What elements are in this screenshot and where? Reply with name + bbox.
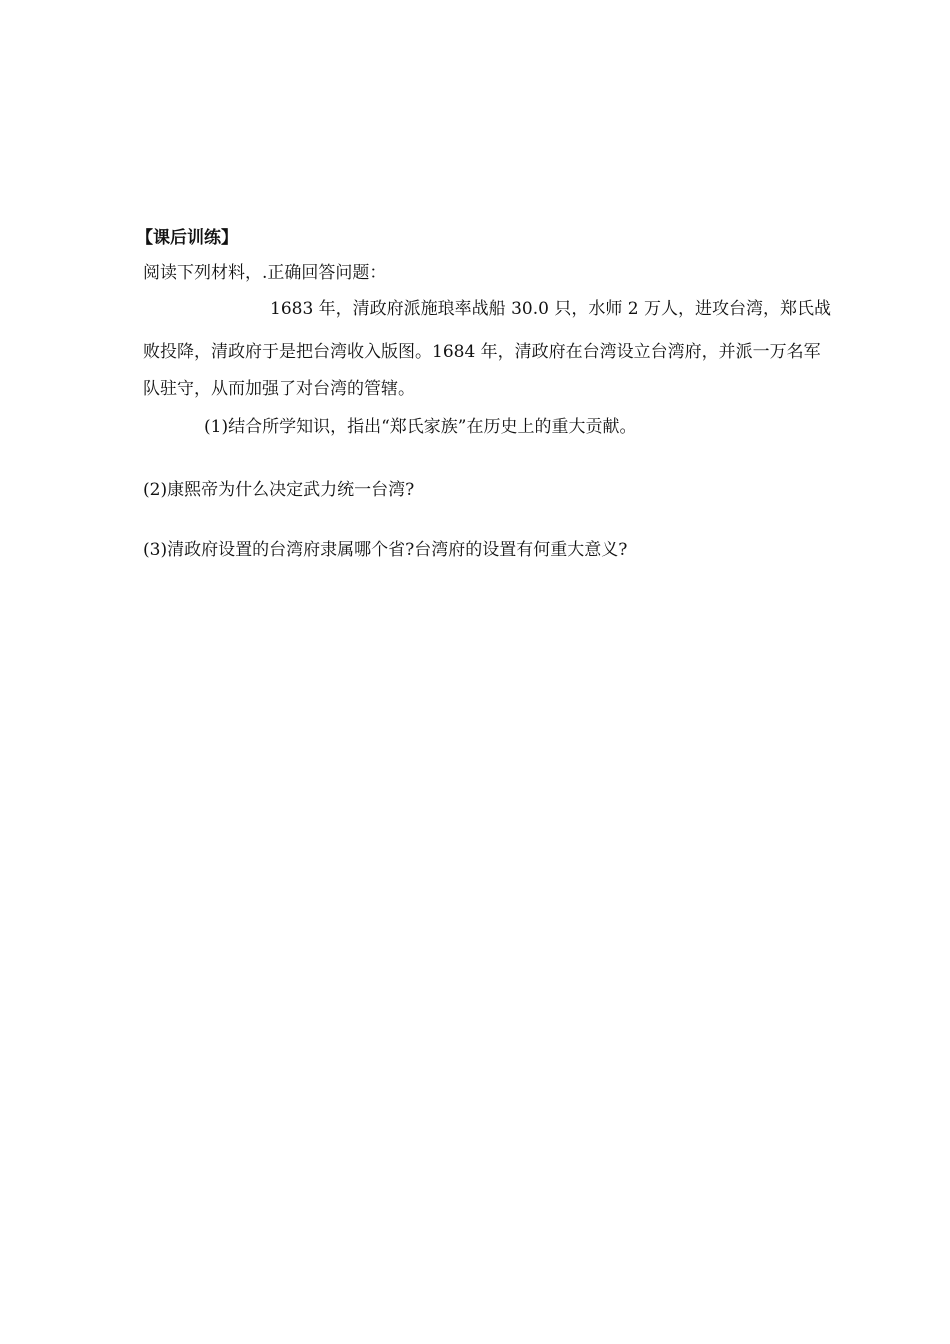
question-3: (3)清政府设置的台湾府隶属哪个省?台湾府的设置有何重大意义? bbox=[143, 540, 628, 560]
material-line-1: 1683 年，清政府派施琅率战船 30.0 只，水师 2 万人，进攻台湾，郑氏战 bbox=[270, 299, 831, 319]
material-line-3: 队驻守，从而加强了对台湾的管辖。 bbox=[143, 379, 415, 399]
section-heading: 【课后训练】 bbox=[136, 228, 238, 248]
question-1: (1)结合所学知识，指出“郑氏家族”在历史上的重大贡献。 bbox=[204, 417, 637, 437]
material-line-2: 败投降，清政府于是把台湾收入版图。1684 年，清政府在台湾设立台湾府，并派一万名军 bbox=[143, 342, 821, 362]
question-2: (2)康熙帝为什么决定武力统一台湾? bbox=[143, 480, 415, 500]
reading-instruction: 阅读下列材料，.正确回答问题： bbox=[143, 263, 387, 283]
